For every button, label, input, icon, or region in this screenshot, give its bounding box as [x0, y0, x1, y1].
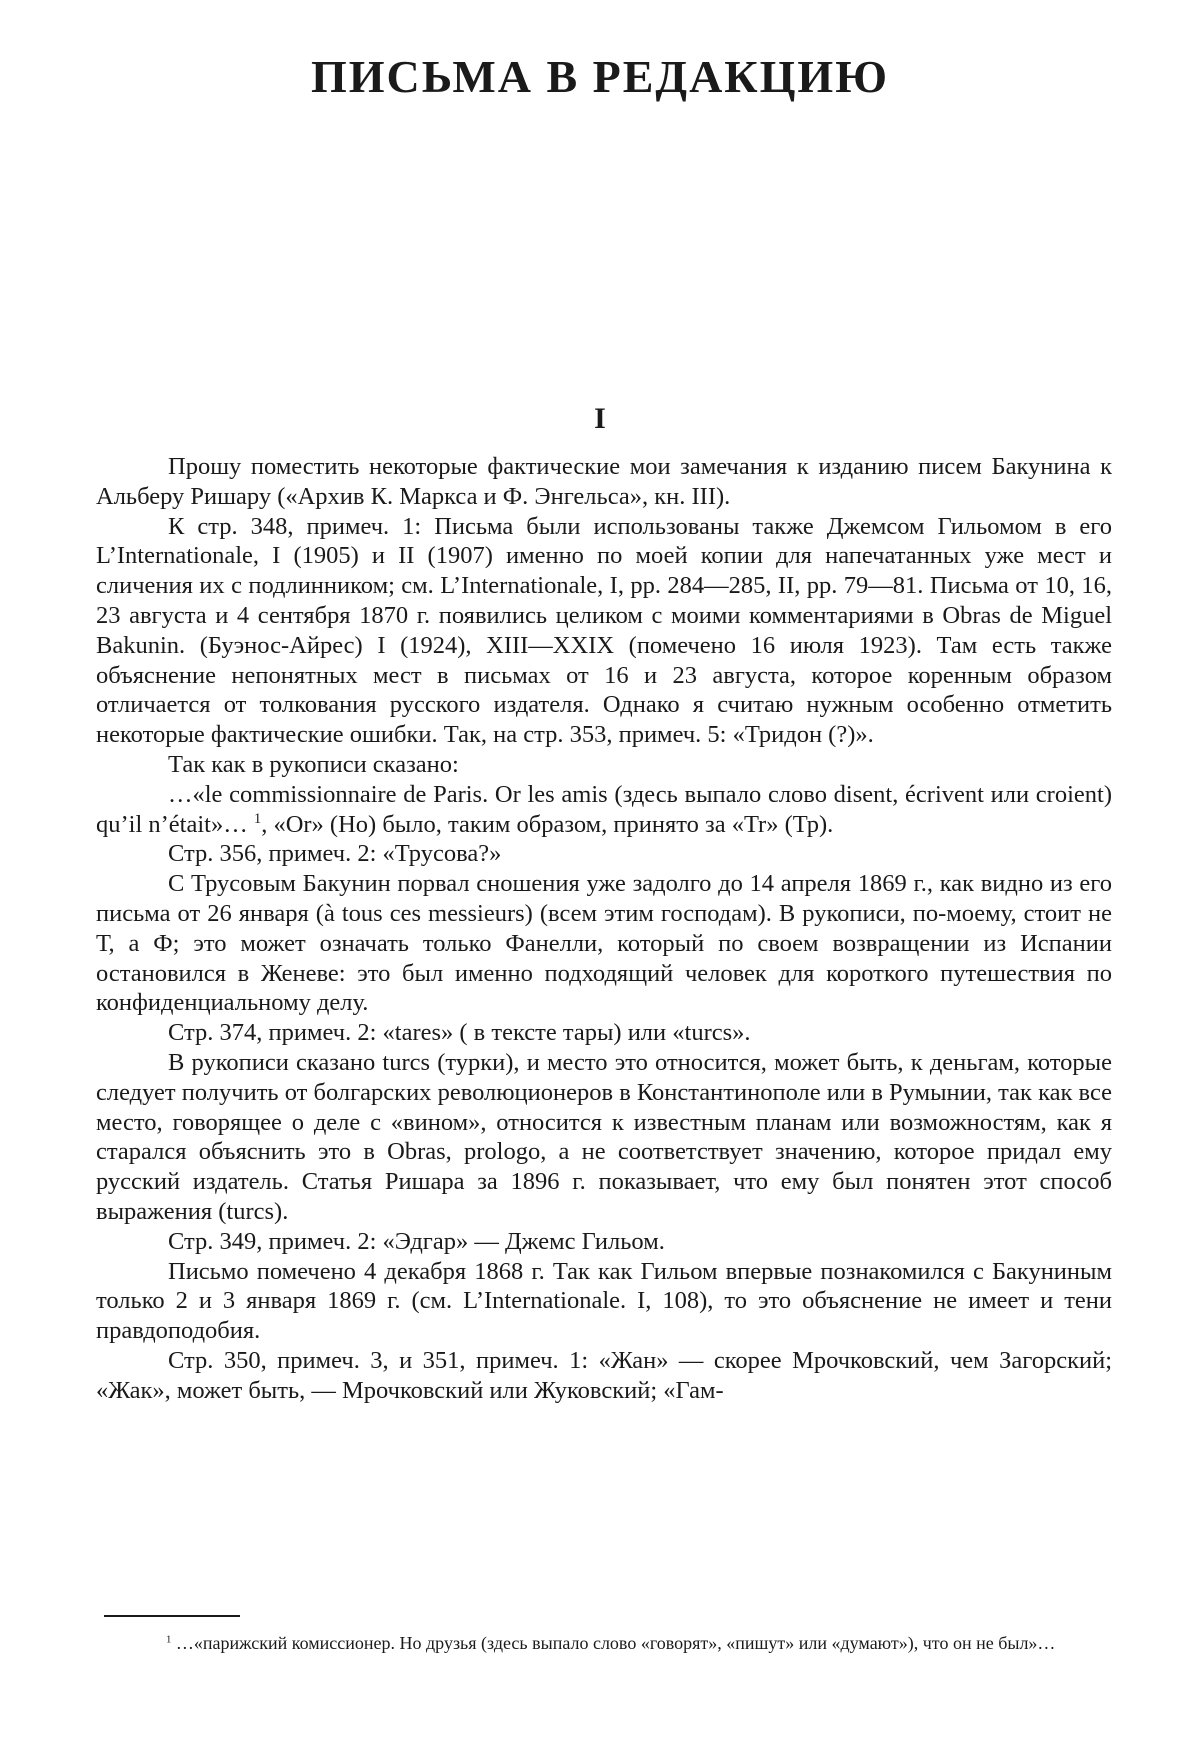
quote-paragraph	[96, 780, 1112, 840]
paragraph: С Трусовым Бакунин порвал сношения уже задолго до 14 апреля 1869 г., как видно из его письма от 26 января (à tous ces messieurs) (всем этим господам). В рукописи, по-моему, стоит не Т, а Ф; это может означать только Фанелли, который по своем возвращении из Испании остановился в Женеве: это был именно подходящий человек для короткого путешествия по конфиденциальному делу.	[96, 870, 1112, 1017]
paragraph: Так как в рукописи сказано:	[168, 750, 459, 778]
paragraph: Прошу поместить некоторые фактические мои замечания к изданию писем Бакунина к Альберу Ришару («Архив К. Маркса и Ф. Энгельса», кн. III).	[96, 453, 1112, 510]
article-body	[96, 452, 1112, 1406]
page-title: ПИСЬМА В РЕДАКЦИЮ	[310, 51, 890, 102]
footnote-ref: 1	[253, 810, 262, 827]
paragraph: К стр. 348, примеч. 1: Письма были использованы также Джемсом Гильомом в его L’Internationale, I (1905) и II (1907) именно по моей копии для напечатанных уже мест и сличения их с подлинником; см. L’Internationale, I, pp. 284—285, II, pp. 79—81. Письма от 10, 16, 23 августа и 4 сентября 1870 г. появились целиком с моими комментариями в Obras de Miguel Bakunin. (Буэнос-Айрес) I (1924), XIII—XXIX (помечено 16 июля 1923). Там есть также объяснение непонятных мест в письмах от 16 и 23 августа, которое коренным образом отличается от толкования русского издателя. Однако я считаю нужным особенно отметить некоторые фактические ошибки. Так, на стр. 353, примеч. 5: «Тридон (?)».	[96, 512, 1112, 749]
footnote-rule	[104, 1615, 240, 1617]
paragraph: Стр. 350, примеч. 3, и 351, примеч. 1: «Жан» — скорее Мрочковский, чем Загорский; «Жак», может быть, — Мрочковский или Жуковский; «Гам-	[96, 1346, 1112, 1404]
section-number: I	[594, 402, 606, 435]
quote-text: …«le commissionnaire de Paris. Or les amis (здесь выпало слово disent, écrivent или croient) qu’il n’était»…	[96, 780, 1112, 838]
paragraph: Стр. 349, примеч. 2: «Эдгар» — Джемс Гильом.	[168, 1227, 665, 1255]
footnote-text: …«парижский комиссионер. Но друзья (здесь выпало слово «говорят», «пишут» или «думают»), что он не был»…	[175, 1633, 1056, 1653]
paragraph: В рукописи сказано turcs (турки), и место это относится, может быть, к деньгам, которые следует получить от болгарских революционеров в Константинополе или в Румынии, так как все место, говорящее о деле с «вином», относится к известным планам или возможностям, как я старался объяснить это в Obras, prologo, а не соответствует значению, которое придал ему русский издатель. Статья Ришара за 1896 г. показывает, что ему был понятен этот способ выражения (turcs).	[96, 1048, 1112, 1225]
paragraph: Стр. 356, примеч. 2: «Трусова?»	[168, 840, 502, 868]
paragraph: Письмо помечено 4 декабря 1868 г. Так как Гильом впервые познакомился с Бакуниным только 2 и 3 января 1869 г. (см. L’Internationale. I, 108), то это объяснение не имеет и тени правдоподобия.	[96, 1257, 1112, 1345]
paragraph: Стр. 374, примеч. 2: «tares» ( в тексте тары) или «turcs».	[168, 1019, 751, 1047]
footnote	[104, 1630, 1112, 1656]
footnote-marker: 1	[166, 1633, 172, 1646]
quote-tail: , «Or» (Но) было, таким образом, принято за «Tr» (Тр).	[261, 810, 834, 838]
